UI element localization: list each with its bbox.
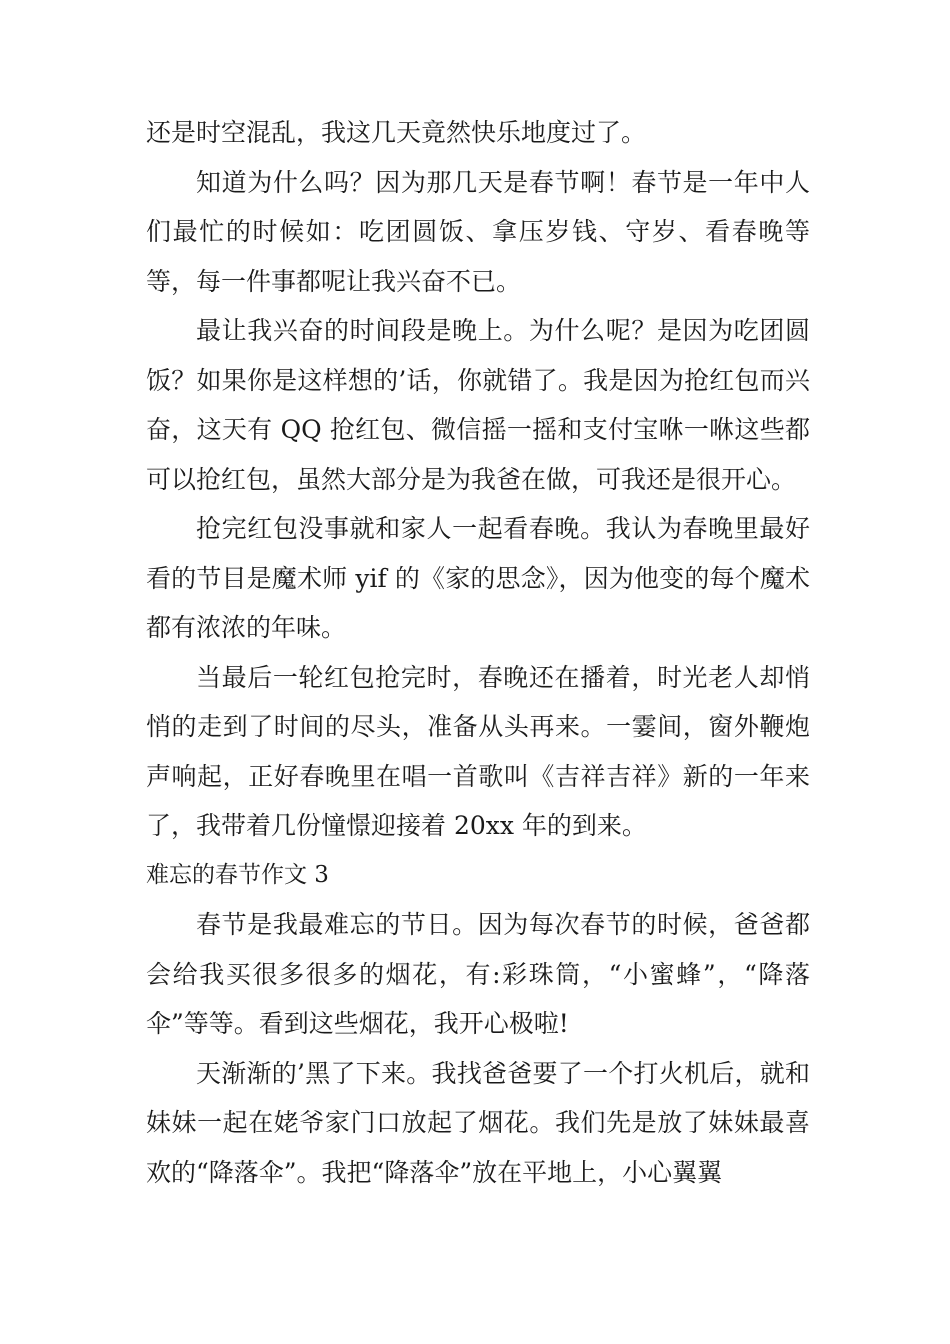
paragraph-continued: 还是时空混乱，我这几天竟然快乐地度过了。 (146, 118, 647, 147)
paragraph: 最让我兴奋的时间段是晚上。为什么呢？是因为吃团圆饭？如果你是这样想的’话，你就错了。我是因为抢红包而兴奋，这天有 QQ 抢红包、微信摇一摇和支付宝咻一咻这些都可以抢红包，虽然大部分是为我爸在做，可我还是很开心。 (146, 316, 810, 494)
paragraph: 春节是我最难忘的节日。因为每次春节的时候，爸爸都会给我买很多很多的烟花，有:彩珠筒，“小蜜蜂”，“降落伞”等等。看到这些烟花，我开心极啦! (146, 910, 810, 1038)
document-body (146, 108, 810, 1197)
paragraph: 知道为什么吗？因为那几天是春节啊！春节是一年中人们最忙的时候如：吃团圆饭、拿压岁钱、守岁、看春晚等等，每一件事都呢让我兴奋不已。 (146, 167, 810, 296)
paragraph: 天渐渐的’黑了下来。我找爸爸要了一个打火机后，就和妹妹一起在姥爷家门口放起了烟花。我们先是放了妹妹最喜欢的“降落伞”。我把“降落伞”放在平地上，小心翼翼 (146, 1058, 810, 1187)
paragraph: 抢完红包没事就和家人一起看春晚。我认为春晚里最好看的节目是魔术师 yif 的《家的思念》，因为他变的每个魔术都有浓浓的年味。 (146, 514, 810, 642)
paragraph: 当最后一轮红包抢完时，春晚还在播着，时光老人却悄悄的走到了时间的尽头，准备从头再来。一霎间，窗外鞭炮声响起，正好春晚里在唱一首歌叫《吉祥吉祥》新的一年来了，我带着几份憧憬迎接着 20xx 年的到来。 (146, 662, 810, 840)
section-title: 难忘的春节作文 3 (146, 861, 329, 888)
